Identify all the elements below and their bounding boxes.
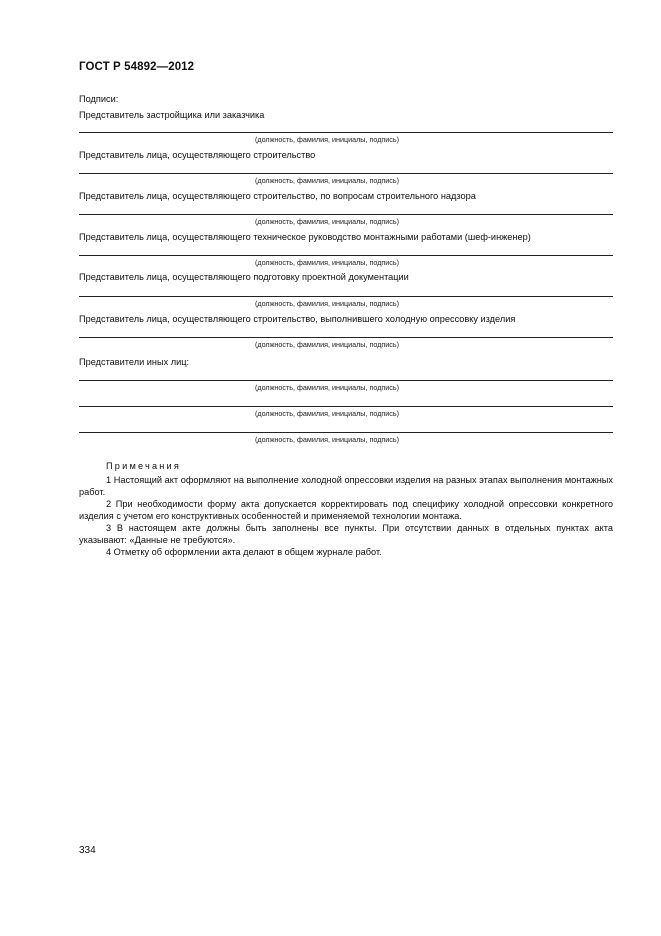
signature-caption: (должность, фамилия, инициалы, подпись) <box>255 409 400 418</box>
page-number: 334 <box>79 845 96 856</box>
role-label-designer: Представитель лица, осуществляющего подготовку проектной документации <box>79 272 409 282</box>
role-label-supervision: Представитель лица, осуществляющего строительство, по вопросам строительного надзора <box>79 191 476 201</box>
signature-caption: (должность, фамилия, инициалы, подпись) <box>255 383 400 392</box>
role-label-others: Представители иных лиц: <box>79 357 190 367</box>
signature-line <box>79 132 613 133</box>
signature-line <box>79 380 613 381</box>
signature-caption: (должность, фамилия, инициалы, подпись) <box>255 176 400 185</box>
signature-line <box>79 255 613 256</box>
note-item: 2 При необходимости форму акта допускается корректировать под специфику холодной опрессовки конкретного изделия с учетом его конструктивных особенностей и применяемой технологии монтажа. <box>79 499 613 521</box>
signature-line <box>79 406 613 407</box>
signature-line <box>79 173 613 174</box>
document-header: ГОСТ Р 54892—2012 <box>79 61 195 73</box>
signature-caption: (должность, фамилия, инициалы, подпись) <box>255 135 400 144</box>
role-label-customer: Представитель застройщика или заказчика <box>79 110 265 120</box>
signature-caption: (должность, фамилия, инициалы, подпись) <box>255 435 400 444</box>
signatures-intro: Подписи: <box>79 94 119 104</box>
signature-caption: (должность, фамилия, инициалы, подпись) <box>255 258 400 267</box>
note-item: 3 В настоящем акте должны быть заполнены все пункты. При отсутствии данных в отдельных пунктах акта указывают: «Данные не требуются». <box>79 523 613 545</box>
role-label-chief-engineer: Представитель лица, осуществляющего техническое руководство монтажными работами (шеф-инженер) <box>79 232 531 242</box>
signature-caption: (должность, фамилия, инициалы, подпись) <box>255 340 400 349</box>
signature-line <box>79 337 613 338</box>
role-label-pressure-test: Представитель лица, осуществляющего строительство, выполнившего холодную опрессовку изделия <box>79 314 516 324</box>
signature-caption: (должность, фамилия, инициалы, подпись) <box>255 217 400 226</box>
note-item: 1 Настоящий акт оформляют на выполнение холодной опрессовки изделия на разных этапах выполнения монтажных работ. <box>79 475 613 497</box>
signature-caption: (должность, фамилия, инициалы, подпись) <box>255 299 400 308</box>
signature-line <box>79 432 613 433</box>
note-item: 4 Отметку об оформлении акта делают в общем журнале работ. <box>106 547 382 557</box>
signature-line <box>79 214 613 215</box>
signature-line <box>79 296 613 297</box>
role-label-builder: Представитель лица, осуществляющего строительство <box>79 150 316 160</box>
notes-title: Примечания <box>106 461 182 471</box>
